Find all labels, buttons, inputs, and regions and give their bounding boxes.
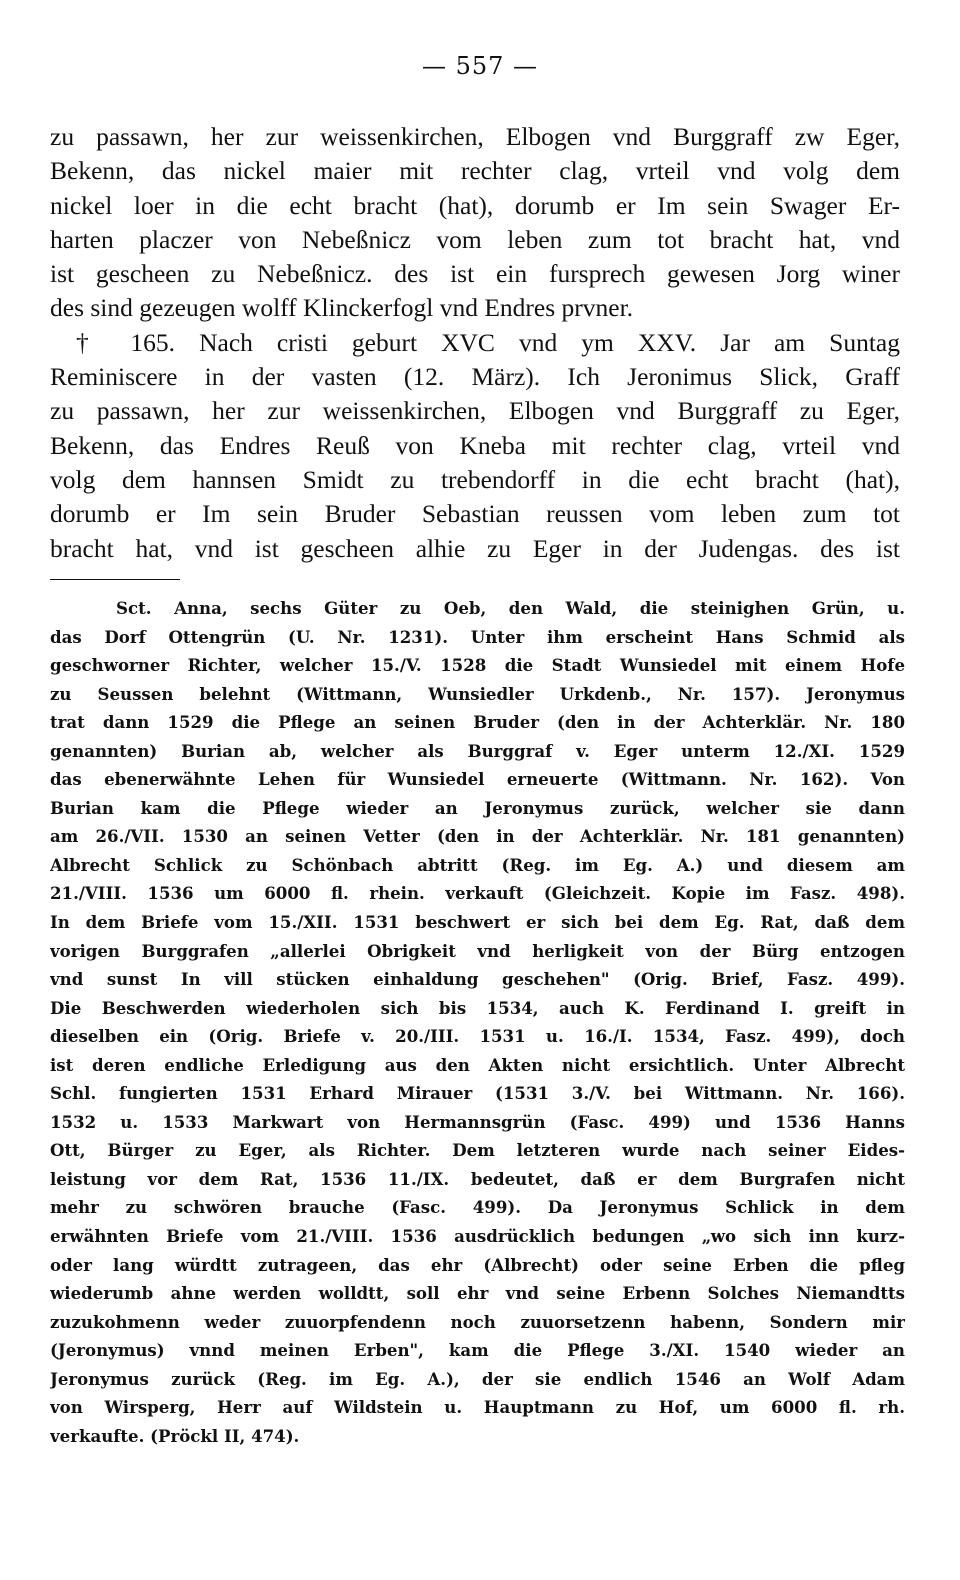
footnote-line: 1532 u. 1533 Markwart von Hermannsgrün (Fasc. 499) und 1536 Hanns xyxy=(50,1111,905,1132)
footnote-line: Schl. fungierten 1531 Erhard Mirauer (1531 3./V. bei Wittmann. Nr. 166). xyxy=(50,1083,905,1104)
footnote-line: das ebenerwähnte Lehen für Wunsiedel erneuerte (Wittmann. Nr. 162). Von xyxy=(50,769,905,790)
footnote-line: leistung vor dem Rat, 1536 11./IX. bedeutet, daß er dem Burgrafen nicht xyxy=(50,1168,905,1189)
footnote-line: Sct. Anna, sechs Güter zu Oeb, den Wald, die steinighen Grün, u. xyxy=(116,598,905,618)
text-line: volg dem hannsen Smidt zu trebendorff in die echt bracht (hat), xyxy=(50,464,900,494)
text-line: ist gescheen zu Nebeßnicz. des ist ein fursprech gewesen Jorg winer xyxy=(50,259,900,289)
text-line: zu passawn, her zur weissenkirchen, Elbogen vnd Burggraff zu Eger, xyxy=(50,396,900,426)
footnote-line: mehr zu schwören brauche (Fasc. 499). Da Jeronymus Schlick in dem xyxy=(50,1197,905,1218)
text-line: Reminiscere in der vasten (12. März). Ich Jeronimus Slick, Graff xyxy=(50,362,900,392)
footnote-line: dieselben ein (Orig. Briefe v. 20./III. 1531 u. 16./I. 1534, Fasz. 499), doch xyxy=(50,1026,905,1047)
footnote-line: am 26./VII. 1530 an seinen Vetter (den in der Achterklär. Nr. 181 genannten) xyxy=(50,826,905,847)
footnote-line: wiederumb ahne werden wolldtt, soll ehr vnd seine Erbenn Solches Niemandtts xyxy=(50,1283,905,1304)
footnote-line: zu Seussen belehnt (Wittmann, Wunsiedler Urkdenb., Nr. 157). Jeronymus xyxy=(50,683,905,704)
footnote-line: Albrecht Schlick zu Schönbach abtritt (Reg. im Eg. A.) und diesem am xyxy=(50,854,905,875)
text-line: dorumb er Im sein Bruder Sebastian reussen vom leben zum tot xyxy=(50,499,900,529)
footnote-text xyxy=(50,594,905,1450)
footnote-line: trat dann 1529 die Pflege an seinen Bruder (den in der Achterklär. Nr. 180 xyxy=(50,712,905,733)
footnote-line: genannten) Burian ab, welcher als Burggraf v. Eger unterm 12./XI. 1529 xyxy=(50,740,905,761)
text-line: zu passawn, her zur weissenkirchen, Elbogen vnd Burggraff zw Eger, xyxy=(50,122,900,151)
entry-165-heading: † 165. Nach cristi geburt XVC vnd ym XXV. Jar am Suntag xyxy=(76,327,900,357)
footnote-line: erwähnten Briefe vom 21./VIII. 1536 ausdrücklich bedungen „wo sich inn kurz- xyxy=(50,1226,905,1247)
footnote-line: Jeronymus zurück (Reg. im Eg. A.), der sie endlich 1546 an Wolf Adam xyxy=(50,1368,905,1389)
footnote-line: zuzukohmenn weder zuuorpfendenn noch zuuorsetzenn habenn, Sondern mir xyxy=(50,1311,905,1332)
text-line: harten placzer von Nebeßnicz vom leben zum tot bracht hat, vnd xyxy=(50,224,900,254)
footnote-line: ist deren endliche Erledigung aus den Akten nicht ersichtlich. Unter Albrecht xyxy=(50,1054,905,1075)
text-line: nickel loer in die echt bracht (hat), dorumb er Im sein Swager Er- xyxy=(50,190,900,220)
main-text xyxy=(50,120,900,566)
footnote-line: vnd sunst In vill stücken einhaldung geschehen" (Orig. Brief, Fasz. 499). xyxy=(50,969,905,990)
footnote-divider xyxy=(50,579,180,580)
footnote-line: oder lang würdtt zutrageen, das ehr (Albrecht) oder seine Erben die pfleg xyxy=(50,1254,905,1275)
page-number: — 557 — xyxy=(421,52,539,80)
footnote-line: das Dorf Ottengrün (U. Nr. 1231). Unter ihm erscheint Hans Schmid als xyxy=(50,626,905,647)
footnote-line: Ott, Bürger zu Eger, als Richter. Dem letzteren wurde nach seiner Eides- xyxy=(50,1140,905,1161)
footnote-line: vorigen Burggrafen „allerlei Obrigkeit vnd herligkeit von der Bürg entzogen xyxy=(50,940,905,961)
footnote-line: 21./VIII. 1536 um 6000 fl. rhein. verkauft (Gleichzeit. Kopie im Fasz. 498). xyxy=(50,883,905,904)
footnote-line: In dem Briefe vom 15./XII. 1531 beschwert er sich bei dem Eg. Rat, daß dem xyxy=(50,912,905,933)
text-line: Bekenn, das nickel maier mit rechter clag, vrteil vnd volg dem xyxy=(50,156,900,186)
footnote-line: Die Beschwerden wiederholen sich bis 1534, auch K. Ferdinand I. greift in xyxy=(50,997,905,1018)
footnote-line: (Jeronymus) vnnd meinen Erben", kam die Pflege 3./XI. 1540 wieder an xyxy=(50,1340,905,1361)
text-line: des sind gezeugen wolff Klinckerfogl vnd Endres prvner. xyxy=(50,293,634,323)
footnote-line: von Wirsperg, Herr auf Wildstein u. Hauptmann zu Hof, um 6000 fl. rh. xyxy=(50,1397,905,1418)
text-line: Bekenn, das Endres Reuß von Kneba mit rechter clag, vrteil vnd xyxy=(50,430,900,460)
footnote-line: verkaufte. (Pröckl II, 474). xyxy=(50,1425,300,1446)
text-line: bracht hat, vnd ist gescheen alhie zu Eger in der Judengas. des ist xyxy=(50,533,900,563)
footnote-line: geschworner Richter, welcher 15./V. 1528 die Stadt Wunsiedel mit einem Hofe xyxy=(50,655,905,676)
footnote-line: Burian kam die Pflege wieder an Jeronymus zurück, welcher sie dann xyxy=(50,797,905,818)
